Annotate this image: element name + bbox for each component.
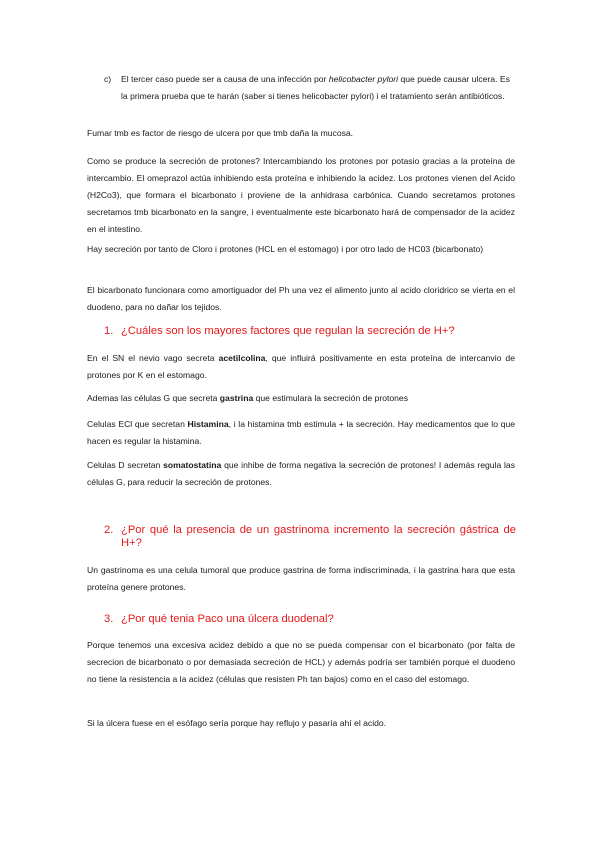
text-run: , i la histamina tmb estimula + la secreción. Hay medicamentos que lo que hacen es regular la histamina. — [87, 419, 515, 446]
question-text: ¿Por qué tenia Paco una úlcera duodenal? — [121, 613, 334, 625]
question-number: 2. — [104, 524, 114, 536]
text-run: Celulas ECl que secretan — [87, 419, 188, 429]
text-run: Ademas las células G que secreta — [87, 393, 220, 403]
bold-term: somatostatina — [163, 460, 222, 470]
text-run: , que influirá positivamente en esta proteína de intercanvio de protones por K en el estomago. — [87, 353, 515, 380]
question-text: ¿Cuáles son los mayores factores que regulan la secreción de H+? — [121, 325, 455, 337]
paragraph-secrecion-protones: Como se produce la secreción de protones? Intercambiando los protones por potasio gracias a la proteína de intercambio. El omeprazol actúa inhibiendo esta proteína e inhibiendo la acidez. Los protones vienen del Acido (H2Co3), que formara el bicarbonato i proviene de la anhidrasa carbónica. Cuando secretamos protones secretamos tmb bicarbonato en la sangre, i eventualmente este bicarbonato hará de compensador de la acidez en el intestino. — [87, 156, 515, 234]
text-run: Celulas D secretan — [87, 460, 164, 470]
list-item-text — [121, 71, 513, 105]
bold-term: Histamina — [187, 419, 229, 429]
text-run: que estimulara la secreción de protones — [253, 393, 409, 403]
question-number: 3. — [104, 613, 114, 625]
bold-term: gastrina — [219, 393, 254, 403]
paragraph-esofago: Si la úlcera fuese en el esófago sería porque hay reflujo y pasaría ahí el acido. — [87, 718, 387, 728]
question-text: ¿Por qué la presencia de un gastrinoma incremento la secreción gástrica de H+? — [121, 524, 516, 549]
paragraph-sn-acetilcolina — [87, 350, 515, 384]
text-run: que inhibe de forma negativa la secreción de protones! I además regula las células G, para reducir la secreción de protones. — [87, 460, 515, 487]
text-run: El tercer caso puede ser a causa de una infección por — [121, 74, 329, 84]
text-run: que puede causar ulcera. Es la primera prueba que te harán (saber si tienes helicobacter pylori) i el tratamiento serán antibióticos. — [121, 74, 510, 101]
paragraph-gastrina — [87, 390, 515, 407]
paragraph-bicarbonato: El bicarbonato funcionara como amortiguador del Ph una vez el alimento junto al acido cloridrico se vierta en el duodeno, para no dañar los tejidos. — [87, 285, 515, 312]
paragraph-cloro-protones: Hay secreción por tanto de Cloro i protones (HCL en el estomago) i por otro lado de HC03 (bicarbonato) — [87, 244, 484, 254]
paragraph-ulcera-duodenal: Porque tenemos una excesiva acidez debido a que no se pueda compensar con el bicarbonato (por falta de secrecion de bicarbonato o por demasiada secreción de HCL) y además podría ser también porque el duodeno no tiene la resistencia a la acidez (células que resisten Ph tan bajos) como en el caso del estomago. — [87, 640, 515, 684]
paragraph-histamina — [87, 416, 515, 450]
bold-term: acetilcolina — [218, 353, 266, 363]
paragraph-gastrinoma: Un gastrinoma es una celula tumoral que produce gastrina de forma indiscriminada, i la gastrina hara que esta proteína genere protones. — [87, 565, 515, 592]
list-marker: c) — [104, 74, 112, 84]
italic-term: helicobacter pylori — [328, 74, 399, 84]
paragraph-fumar: Fumar tmb es factor de riesgo de ulcera por que tmb daña la mucosa. — [87, 128, 354, 138]
paragraph-somatostatina — [87, 457, 515, 491]
text-run: En el SN el nevio vago secreta — [87, 353, 219, 363]
question-number: 1. — [104, 325, 114, 337]
